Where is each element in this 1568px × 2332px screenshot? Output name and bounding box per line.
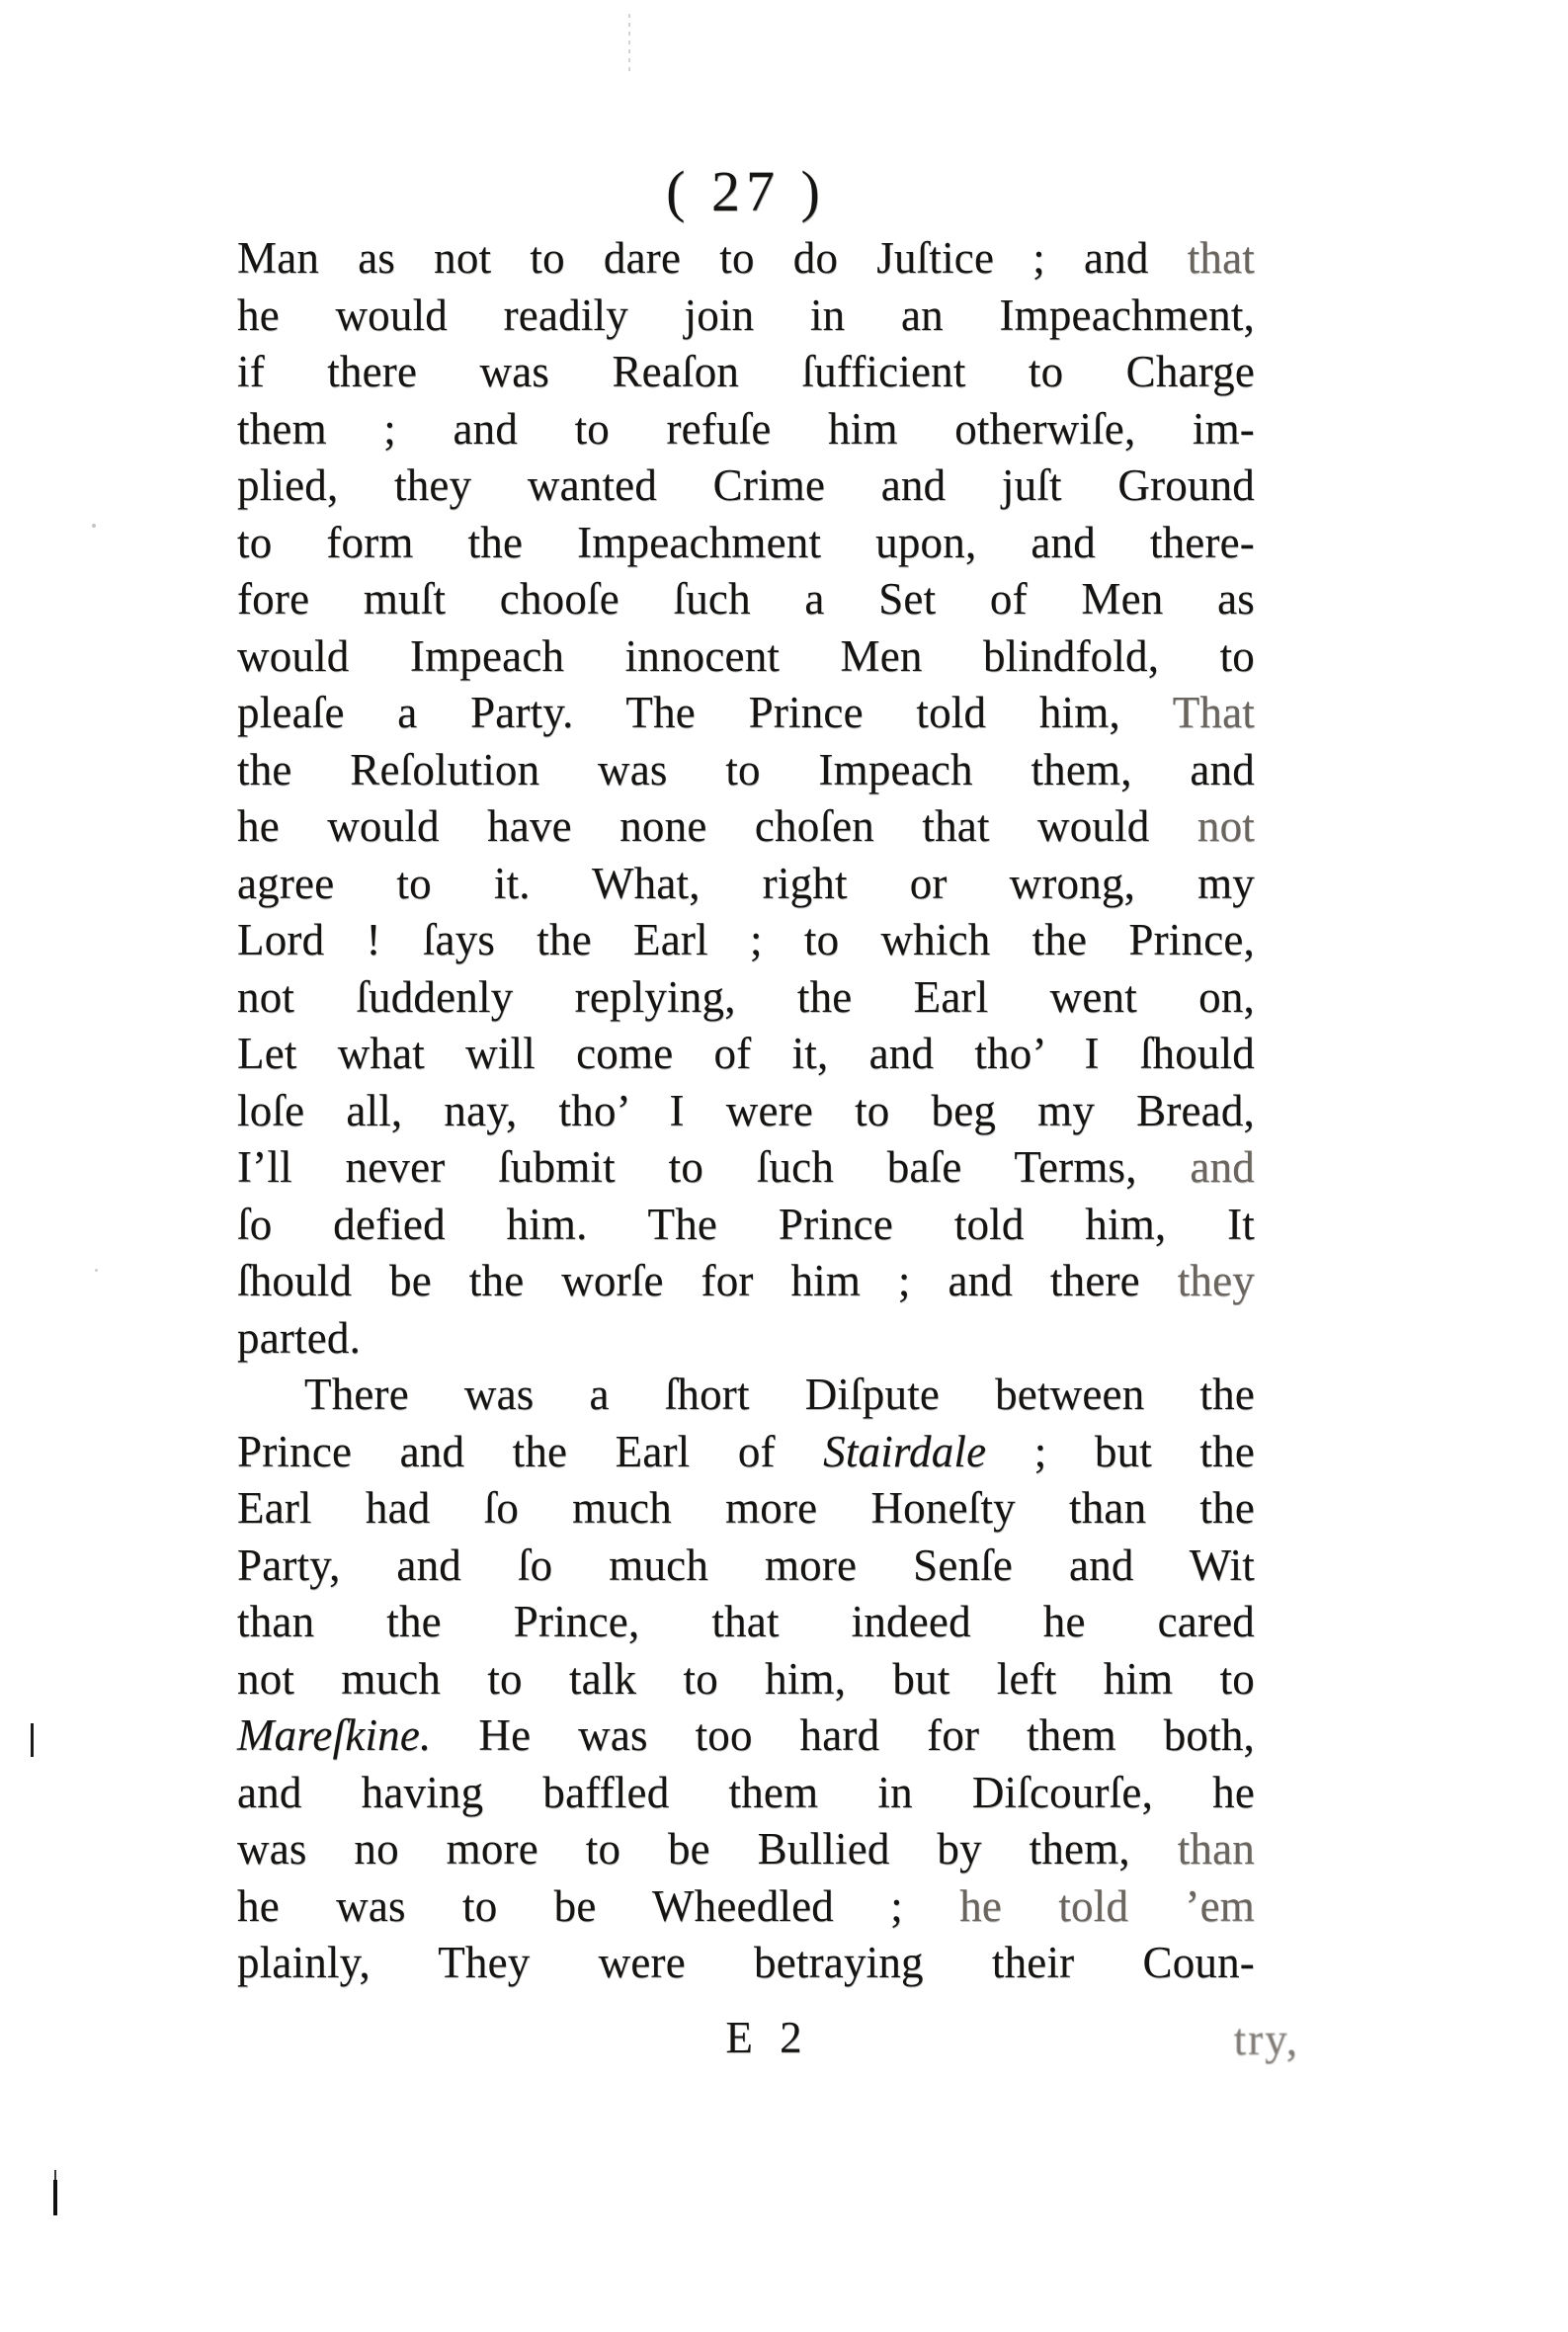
scan-dotted-mark bbox=[628, 14, 630, 73]
text-line bbox=[237, 1197, 1255, 1254]
scan-margin-tick bbox=[31, 1723, 34, 1757]
text-segment: plied, they wanted Crime and juſt Ground bbox=[237, 460, 1255, 510]
text-segment: not much to talk to him, but left him to bbox=[237, 1653, 1255, 1704]
scan-speck bbox=[92, 524, 96, 528]
italic-text: Stairdale bbox=[823, 1426, 987, 1476]
italic-text: Mareſkine. bbox=[237, 1710, 432, 1760]
text-segment: ; but the bbox=[986, 1426, 1255, 1476]
text-line bbox=[237, 515, 1255, 572]
text-segment: Man as not to dare to do Juſtice ; and bbox=[237, 233, 1188, 283]
text-line bbox=[237, 912, 1255, 969]
text-line bbox=[237, 798, 1255, 856]
text-line bbox=[237, 1367, 1255, 1424]
page-number: ( 27 ) bbox=[666, 159, 826, 223]
text-segment: fore muſt chooſe ſuch a Set of Men as bbox=[237, 574, 1255, 624]
faded-text: he told ’em bbox=[959, 1880, 1255, 1931]
text-segment: and having baffled them in Diſcourſe, he bbox=[237, 1767, 1255, 1817]
text-segment: not ſuddenly replying, the Earl went on, bbox=[237, 971, 1255, 1022]
page-footer bbox=[237, 2012, 1299, 2071]
text-line bbox=[237, 1424, 1255, 1481]
text-segment: loſe all, nay, tho’ I were to beg my Bread, bbox=[237, 1085, 1255, 1135]
text-segment: Prince and the Earl of bbox=[237, 1426, 824, 1476]
body-text bbox=[237, 230, 1255, 1992]
text-line bbox=[237, 1765, 1255, 1822]
faded-text: That bbox=[1172, 688, 1255, 737]
text-line bbox=[237, 969, 1255, 1027]
text-segment: There was a ſhort Diſpute between the bbox=[304, 1370, 1255, 1419]
text-line bbox=[237, 344, 1255, 401]
text-line bbox=[237, 1083, 1255, 1140]
text-line bbox=[237, 1878, 1255, 1936]
text-line bbox=[237, 401, 1255, 458]
text-line bbox=[237, 1538, 1255, 1595]
text-segment: them ; and to refuſe him otherwiſe, im- bbox=[237, 403, 1255, 454]
catchword: try, bbox=[1233, 2015, 1299, 2064]
text-segment: plainly, They were betraying their Coun- bbox=[237, 1938, 1255, 1987]
text-segment: pleaſe a Party. The Prince told him, bbox=[237, 688, 1173, 737]
scan-speck bbox=[95, 1269, 98, 1272]
faded-text: that bbox=[1187, 233, 1255, 283]
text-segment: agree to it. What, right or wrong, my bbox=[237, 858, 1255, 908]
text-segment: to form the Impeachment upon, and there- bbox=[237, 517, 1255, 567]
text-line bbox=[237, 1480, 1255, 1538]
text-line bbox=[237, 1651, 1255, 1708]
text-line bbox=[237, 230, 1255, 288]
text-segment: he would have none choſen that would bbox=[237, 801, 1197, 851]
text-segment: ſhould be the worſe for him ; and there bbox=[237, 1256, 1178, 1305]
text-segment: He was too hard for them both, bbox=[431, 1710, 1255, 1760]
faded-text: they bbox=[1177, 1256, 1255, 1305]
signature-mark: E 2 bbox=[725, 2013, 810, 2062]
text-line bbox=[237, 458, 1255, 515]
text-line bbox=[237, 1594, 1255, 1651]
text-segment: the Reſolution was to Impeach them, and bbox=[237, 744, 1255, 794]
text-segment: Earl had ſo much more Honeſty than the bbox=[237, 1483, 1255, 1533]
faded-text: not bbox=[1197, 801, 1255, 851]
text-line bbox=[237, 1935, 1255, 1992]
text-segment: than the Prince, that indeed he cared bbox=[237, 1597, 1255, 1646]
text-line bbox=[237, 1139, 1255, 1197]
faded-text: than bbox=[1177, 1824, 1255, 1874]
text-line bbox=[237, 628, 1255, 686]
text-line bbox=[237, 856, 1255, 913]
text-segment: he was to be Wheedled ; bbox=[237, 1880, 960, 1931]
text-segment: was no more to be Bullied by them, bbox=[237, 1824, 1178, 1874]
text-segment: he would readily join in an Impeachment, bbox=[237, 290, 1255, 340]
scan-margin-tick bbox=[54, 2170, 56, 2180]
text-line bbox=[237, 1310, 1255, 1368]
text-segment: Party, and ſo much more Senſe and Wit bbox=[237, 1540, 1255, 1590]
text-line bbox=[237, 1253, 1255, 1310]
text-line bbox=[237, 685, 1255, 742]
text-segment: Lord ! ſays the Earl ; to which the Prince, bbox=[237, 915, 1255, 964]
text-line bbox=[237, 1026, 1255, 1083]
text-line bbox=[237, 1707, 1255, 1765]
text-line bbox=[237, 571, 1255, 628]
text-line bbox=[237, 742, 1255, 799]
text-line bbox=[237, 1821, 1255, 1878]
text-segment: ſo defied him. The Prince told him, It bbox=[237, 1199, 1255, 1249]
text-segment: parted. bbox=[237, 1312, 362, 1363]
text-line bbox=[237, 288, 1255, 345]
text-segment: I’ll never ſubmit to ſuch baſe Terms, bbox=[237, 1142, 1191, 1192]
text-segment: would Impeach innocent Men blindfold, to bbox=[237, 630, 1255, 681]
text-segment: if there was Reaſon ſufficient to Charge bbox=[237, 347, 1255, 396]
text-segment: Let what will come of it, and tho’ I ſhould bbox=[237, 1029, 1255, 1078]
scan-margin-tick bbox=[53, 2180, 57, 2215]
faded-text: and bbox=[1190, 1142, 1255, 1192]
